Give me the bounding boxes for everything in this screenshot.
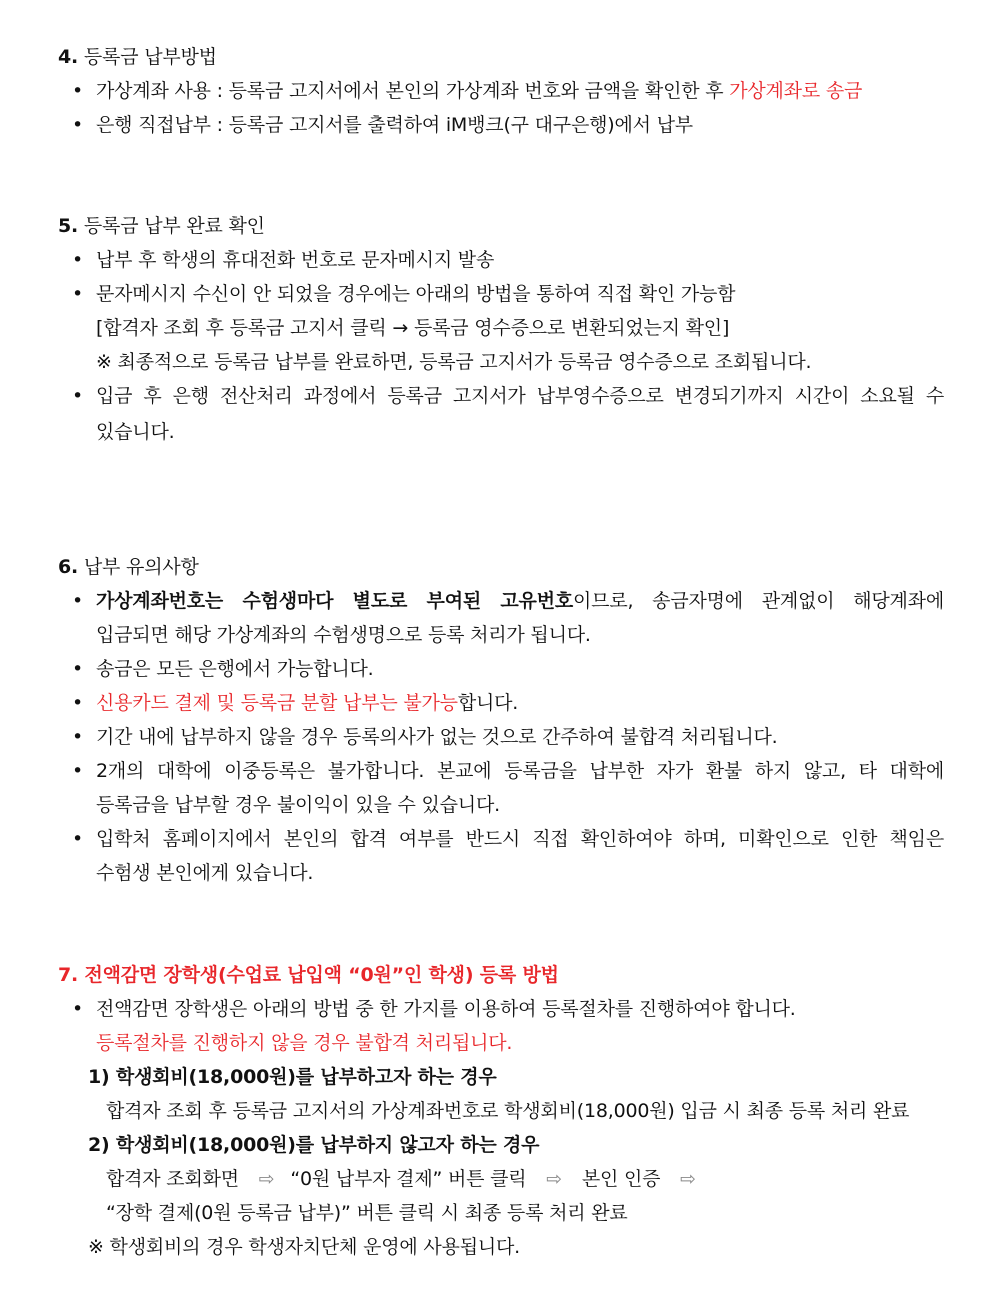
reference-note: ※ 최종적으로 등록금 납부를 완료하면, 등록금 고지서가 등록금 영수증으로 조회됩니다. — [96, 351, 812, 373]
bullet-text: 납부 후 학생의 휴대전화 번호로 문자메시지 발송 — [96, 249, 495, 271]
bullet-dot: • — [72, 998, 84, 1020]
case-2-heading: 2) 학생회비(18,000원)를 납부하지 않고자 하는 경우 — [88, 1134, 540, 1156]
bullet-text — [96, 588, 944, 614]
reference-note: ※ 학생회비의 경우 학생자치단체 운영에 사용됩니다. — [88, 1236, 520, 1258]
section-number: 5. — [58, 215, 79, 237]
right-arrow-icon: ⇨ — [680, 1168, 696, 1190]
warning-text: 등록절차를 진행하지 않을 경우 불합격 처리됩니다. — [96, 1032, 513, 1054]
right-arrow-icon: ⇨ — [258, 1168, 275, 1190]
bullet-dot: • — [72, 590, 84, 612]
highlight-red: 가상계좌로 송금 — [729, 80, 863, 102]
bullet-dot: • — [72, 828, 84, 850]
step-text: 합격자 조회화면 — [106, 1168, 239, 1190]
bullet-dot: • — [72, 249, 84, 271]
section-title: 납부 유의사항 — [83, 556, 199, 578]
bullet-text: 입학처 홈페이지에서 본인의 합격 여부를 반드시 직접 확인하여야 하며, 미확인으로 인한 책임은 — [96, 828, 944, 850]
section-number: 6. — [58, 556, 79, 578]
bullet-dot: • — [72, 726, 84, 748]
bullet-text-cont: 입금되면 해당 가상계좌의 수험생명으로 등록 처리가 됩니다. — [96, 624, 591, 646]
bold-span: 가상계좌번호는 수험생마다 별도로 부여된 고유번호 — [96, 590, 574, 612]
right-arrow-icon: ⇨ — [546, 1168, 562, 1190]
bullet-text: 2개의 대학에 이중등록은 불가합니다. 본교에 등록금을 납부한 자가 환불 하지 않고, 타 대학에 — [96, 760, 944, 782]
section-6-heading — [58, 554, 199, 580]
bullet-dot: • — [72, 760, 84, 782]
section-title: 등록금 납부방법 — [83, 46, 217, 68]
bracket-note: [합격자 조회 후 등록금 고지서 클릭 → 등록금 영수증으로 변환되었는지 확인] — [96, 317, 730, 339]
case-2-steps — [106, 1166, 696, 1192]
bullet-text: 입금 후 은행 전산처리 과정에서 등록금 고지서가 납부영수증으로 변경되기까지 시간이 소요될 수 — [96, 385, 944, 407]
bullet-text: 기간 내에 납부하지 않을 경우 등록의사가 없는 것으로 간주하여 불합격 처리됩니다. — [96, 726, 778, 748]
bullet-text: 전액감면 장학생은 아래의 방법 중 한 가지를 이용하여 등록절차를 진행하여야 합니다. — [96, 998, 796, 1020]
bullet-text — [96, 78, 862, 104]
bullet-dot: • — [72, 80, 84, 102]
section-number: 7. — [58, 964, 79, 986]
section-title: 등록금 납부 완료 확인 — [83, 215, 265, 237]
section-7-heading — [58, 962, 559, 988]
case-1-heading: 1) 학생회비(18,000원)를 납부하고자 하는 경우 — [88, 1066, 497, 1088]
bullet-dot: • — [72, 283, 84, 305]
bullet-text-cont: 있습니다. — [96, 421, 175, 443]
text-span: 이므로, 송금자명에 관계없이 해당계좌에 — [573, 590, 944, 612]
section-4-heading — [58, 44, 217, 70]
section-title: 전액감면 장학생(수업료 납입액 “0원”인 학생) 등록 방법 — [84, 964, 559, 986]
bullet-text — [96, 690, 518, 716]
text-span: 합니다. — [457, 692, 519, 714]
case-1-text: 합격자 조회 후 등록금 고지서의 가상계좌번호로 학생회비(18,000원) 입금 시 최종 등록 처리 완료 — [106, 1100, 910, 1122]
bullet-dot: • — [72, 658, 84, 680]
case-2-final-step: “장학 결제(0원 등록금 납부)” 버튼 클릭 시 최종 등록 처리 완료 — [106, 1202, 628, 1224]
bullet-dot: • — [72, 692, 84, 714]
bullet-text: 송금은 모든 은행에서 가능합니다. — [96, 658, 374, 680]
bullet-text-cont: 등록금을 납부할 경우 불이익이 있을 수 있습니다. — [96, 794, 500, 816]
bullet-dot: • — [72, 114, 84, 136]
bullet-text-cont: 수험생 본인에게 있습니다. — [96, 862, 314, 884]
bullet-text: 문자메시지 수신이 안 되었을 경우에는 아래의 방법을 통하여 직접 확인 가능함 — [96, 283, 736, 305]
bullet-text: 은행 직접납부 : 등록금 고지서를 출력하여 iM뱅크(구 대구은행)에서 납부 — [96, 114, 693, 136]
text-span: 가상계좌 사용 : 등록금 고지서에서 본인의 가상계좌 번호와 금액을 확인한 후 — [96, 80, 730, 102]
section-5-heading — [58, 213, 265, 239]
step-text: “0원 납부자 결제” 버튼 클릭 — [290, 1168, 527, 1190]
bullet-dot: • — [72, 385, 84, 407]
step-text: 본인 인증 — [581, 1168, 661, 1190]
section-number: 4. — [58, 46, 79, 68]
highlight-red: 신용카드 결제 및 등록금 분할 납부는 불가능 — [96, 692, 458, 714]
